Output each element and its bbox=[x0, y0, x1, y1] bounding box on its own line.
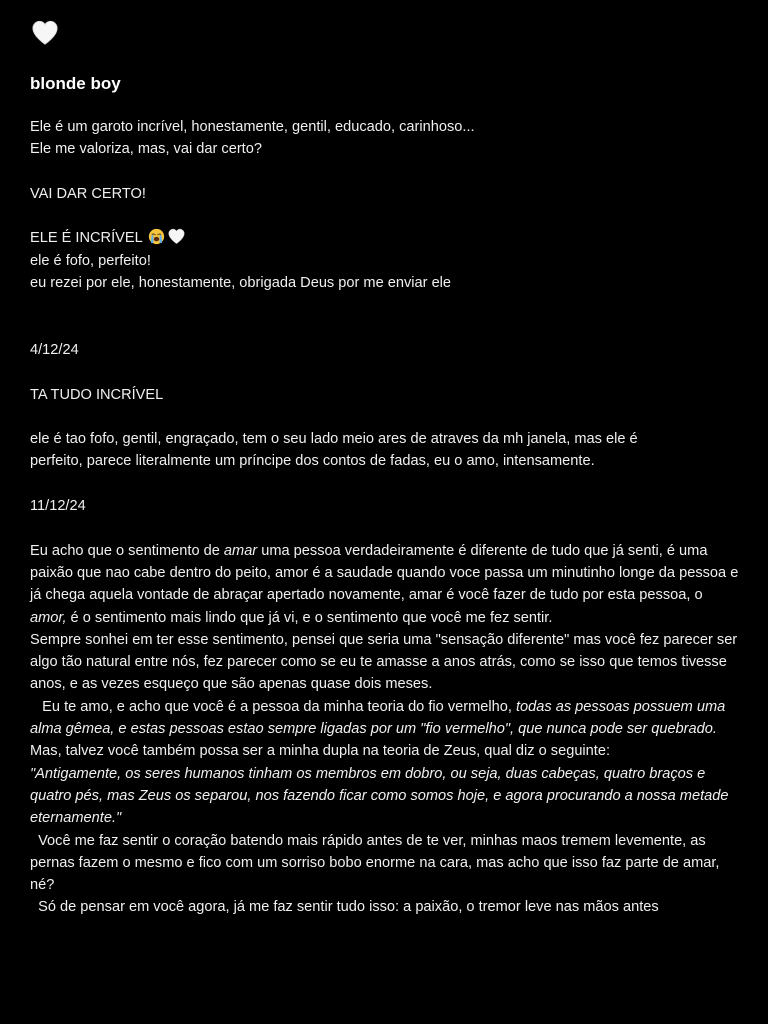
paragraph bbox=[30, 540, 742, 629]
date-heading: 11/12/24 bbox=[30, 498, 86, 515]
quote-paragraph bbox=[30, 763, 742, 830]
body-line-with-emoji bbox=[30, 227, 742, 249]
paragraph-text: é o sentimento mais lindo que já vi, e o sentimento que você me fez sentir. bbox=[66, 609, 553, 626]
paragraph-text: Mas, talvez você também possa ser a minha dupla na teoria de Zeus, qual diz o seguinte: bbox=[30, 721, 722, 760]
note-content[interactable] bbox=[30, 18, 742, 919]
paragraph bbox=[30, 696, 742, 763]
body-line: VAI DAR CERTO! bbox=[30, 185, 146, 202]
body-line: Ele é um garoto incrível, honestamente, gentil, educado, carinhoso... bbox=[30, 119, 475, 135]
note-body bbox=[30, 116, 742, 919]
body-line: ele é tao fofo, gentil, engraçado, tem o seu lado meio ares de atraves da mh janela, mas ele é bbox=[30, 431, 638, 448]
body-line: perfeito, parece literalmente um príncipe dos contos de fadas, eu o amo, intensamente. bbox=[30, 453, 595, 470]
body-text: ELE É INCRÍVEL bbox=[30, 230, 143, 247]
italic-text: amar bbox=[223, 542, 258, 559]
body-line: TA TUDO INCRÍVEL bbox=[30, 386, 164, 403]
body-line: eu rezei por ele, honestamente, obrigada Deus por me enviar ele bbox=[30, 275, 452, 292]
italic-text: "Antigamente, os seres humanos tinham os membros em dobro, ou seja, duas cabeças, quatro braços e quatro pés, mas Zeus os separou, nos fazendo ficar como somos hoje, e agora procurando a nossa metade eternamente." bbox=[30, 765, 729, 827]
body-line: ele é fofo, perfeito! bbox=[30, 252, 151, 269]
paragraph-text: Eu acho que o sentimento de bbox=[30, 542, 224, 559]
date-heading: 4/12/24 bbox=[30, 341, 79, 358]
paragraph-text: uma pessoa verdadeiramente é diferente de tudo que já senti, é uma paixão que nao cabe dentro do peito, amor é a saudade quando voce passa um minutinho longe da pessoa e já chega aquela vontade de abraçar apertado novamente, amar é você fazer de tudo por esta pessoa, o bbox=[30, 542, 739, 604]
body-line: Ele me valoriza, mas, vai dar certo? bbox=[30, 141, 262, 158]
white-heart-icon bbox=[30, 18, 60, 48]
white-heart-icon bbox=[167, 227, 186, 246]
italic-text: todas as pessoas possuem uma alma gêmea, e estas pessoas estao sempre ligadas por um "fio vermelho", que nunca pode ser quebrado. bbox=[30, 698, 730, 738]
paragraph-text: Eu te amo, e acho que você é a pessoa da minha teoria do fio vermelho, bbox=[30, 698, 516, 715]
paragraph: Você me faz sentir o coração batendo mais rápido antes de te ver, minhas maos tremem levemente, as pernas fazem o mesmo e fico com um sorriso bobo enorme na cara, mas acho que isso faz parte de amar, né? bbox=[30, 832, 724, 894]
paragraph: Sempre sonhei em ter esse sentimento, pensei que seria uma "sensação diferente" mas você fez parecer ser algo tão natural entre nós, fez parecer como se eu te amasse a anos atrás, como se isso que temos tivesse anos, e as vezes esqueço que são apenas quase dois meses. bbox=[30, 631, 738, 693]
loudly-crying-face-icon bbox=[148, 228, 165, 245]
note-title: blonde boy bbox=[30, 74, 121, 93]
paragraph: Só de pensar em você agora, já me faz sentir tudo isso: a paixão, o tremor leve nas mãos antes bbox=[30, 899, 659, 916]
italic-text: amor, bbox=[30, 609, 67, 626]
